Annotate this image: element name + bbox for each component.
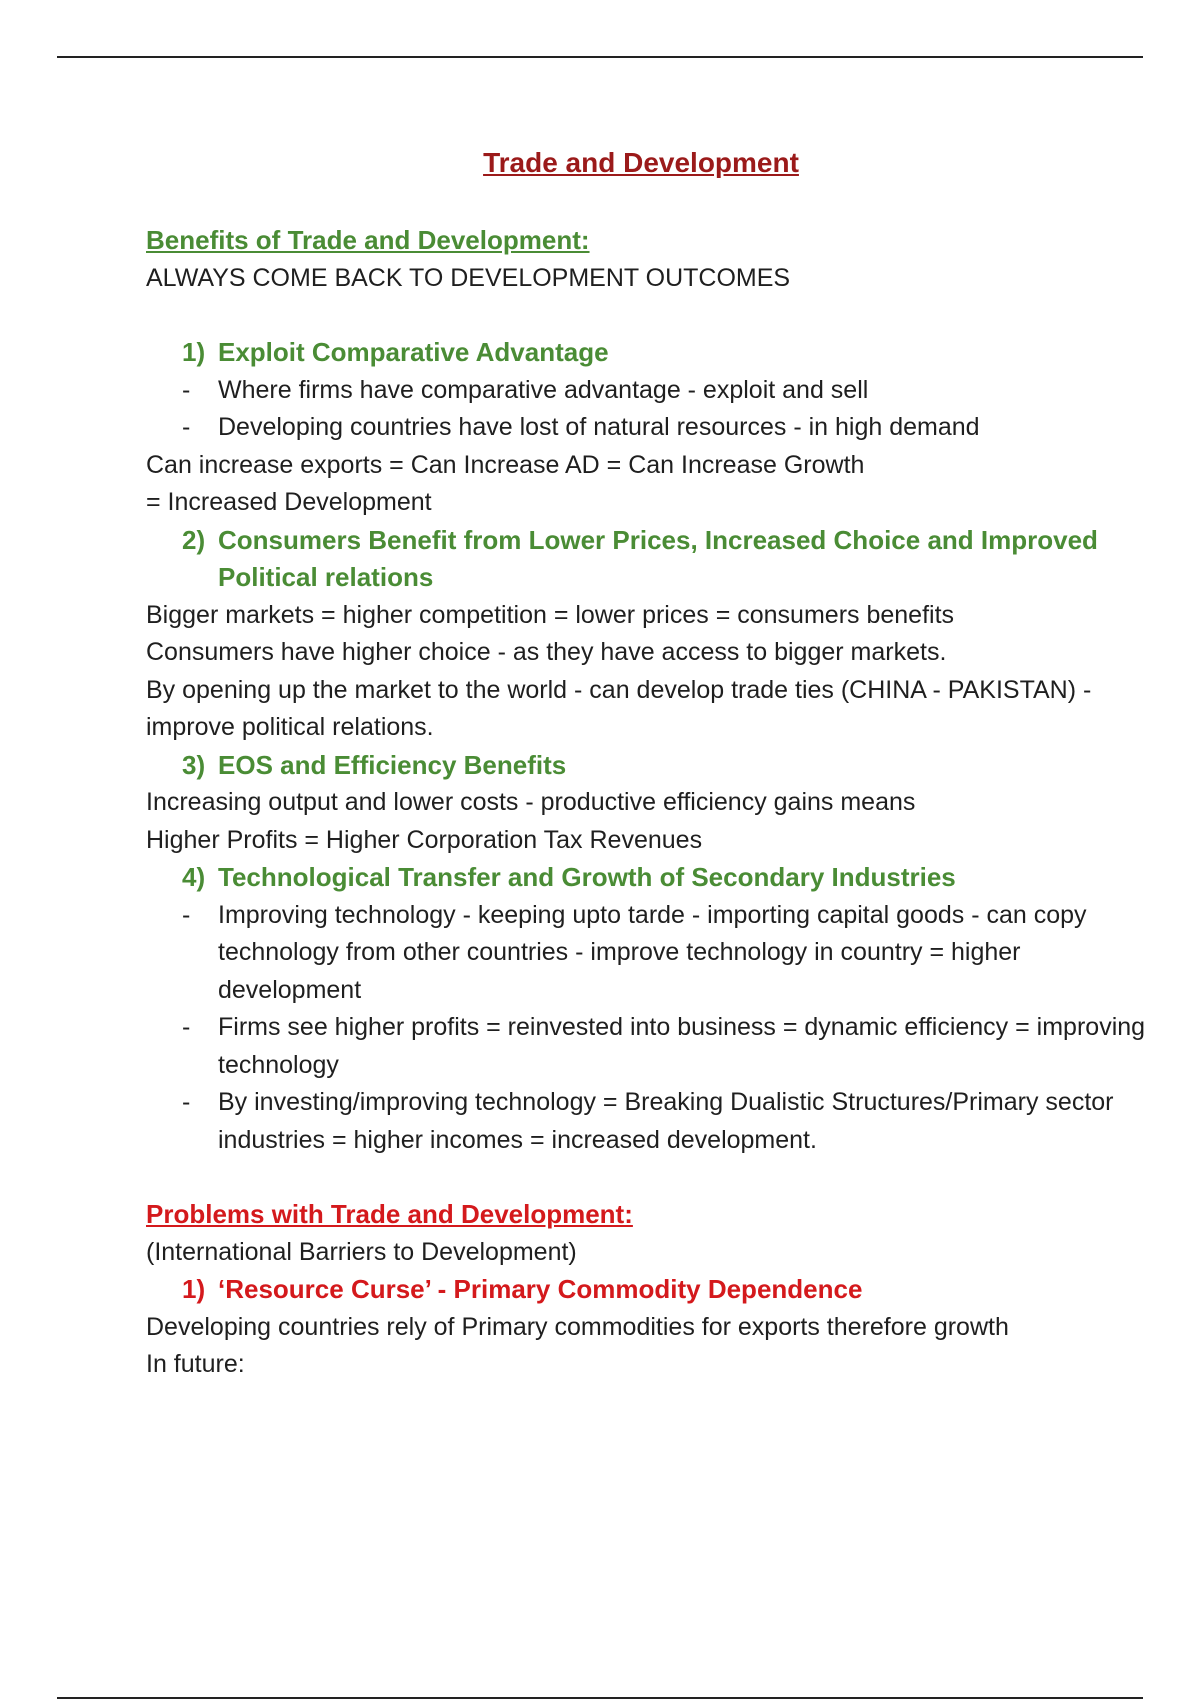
- benefit-item-2-title: Consumers Benefit from Lower Prices, Increased Choice and Improved Political relations: [218, 524, 1098, 592]
- list-item: - Improving technology - keeping upto tarde - importing capital goods - can copy technology from other countries - improve technology in country = higher development: [146, 897, 1146, 1010]
- benefit-item-3-number: 3): [182, 749, 206, 780]
- list-item: - Where firms have comparative advantage - exploit and sell: [146, 372, 1146, 410]
- benefit-item-4-title: Technological Transfer and Growth of Secondary Industries: [218, 862, 956, 892]
- body-line: Bigger markets = higher competition = lower prices = consumers benefits: [146, 600, 955, 629]
- document-body: [146, 140, 1146, 1384]
- problems-heading: Problems with Trade and Development:: [146, 1199, 633, 1229]
- benefit-item-2-number: 2): [182, 524, 206, 555]
- bottom-rule: [57, 1697, 1143, 1699]
- dash-bullet-icon: -: [182, 1088, 191, 1116]
- benefit-item-1-title: Exploit Comparative Advantage: [218, 337, 609, 367]
- benefit-item-1-number: 1): [182, 337, 206, 367]
- page-title: Trade and Development: [483, 147, 799, 178]
- benefit-item-2-heading: [146, 522, 1146, 597]
- body-line: Developing countries rely of Primary commodities for exports therefore growth: [146, 1312, 1009, 1341]
- body-line: = Increased Development: [146, 488, 432, 516]
- dash-bullet-icon: -: [182, 1013, 191, 1041]
- problems-subtitle: (International Barriers to Development): [146, 1237, 577, 1266]
- benefit-item-3-title: EOS and Efficiency Benefits: [218, 749, 567, 780]
- body-line: Consumers have higher choice - as they have access to bigger markets.: [146, 638, 947, 666]
- dash-bullet-icon: -: [182, 413, 191, 441]
- benefit-item-1-heading: [146, 334, 1146, 372]
- benefits-subtitle: ALWAYS COME BACK TO DEVELOPMENT OUTCOMES: [146, 263, 791, 292]
- benefit-item-4-number: 4): [182, 862, 206, 892]
- list-item: - Developing countries have lost of natural resources - in high demand: [146, 409, 1146, 447]
- top-rule: [57, 56, 1143, 58]
- benefit-item-4-heading: [146, 859, 1146, 897]
- body-line: Can increase exports = Can Increase AD = Can Increase Growth: [146, 450, 865, 479]
- problem-item-1-number: 1): [182, 1274, 206, 1304]
- benefit-item-3-heading: [146, 747, 1146, 785]
- dash-bullet-icon: -: [182, 900, 191, 929]
- problem-item-1-title: ‘Resource Curse’ - Primary Commodity Dependence: [218, 1274, 863, 1304]
- body-line: In future:: [146, 1350, 245, 1378]
- body-line: Increasing output and lower costs - productive efficiency gains means: [146, 788, 916, 816]
- benefits-heading: Benefits of Trade and Development:: [146, 225, 590, 255]
- list-item: - By investing/improving technology = Breaking Dualistic Structures/Primary sector industries = higher incomes = increased development.: [146, 1084, 1146, 1159]
- problem-item-1-heading: [146, 1271, 1146, 1309]
- body-line: By opening up the market to the world - can develop trade ties (CHINA - PAKISTAN) - improve political relations.: [146, 675, 1092, 741]
- dash-bullet-icon: -: [182, 375, 191, 404]
- list-item: - Firms see higher profits = reinvested into business = dynamic efficiency = improving technology: [146, 1009, 1146, 1084]
- body-line: Higher Profits = Higher Corporation Tax Revenues: [146, 825, 703, 854]
